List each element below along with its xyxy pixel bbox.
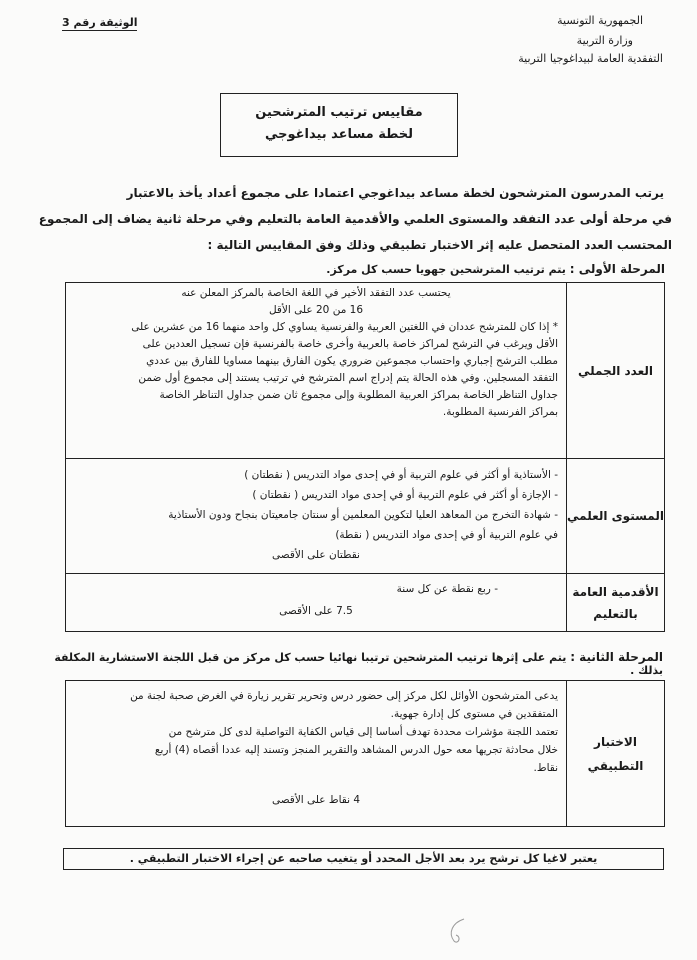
detail-line: يحتسب عدد التفقد الأخير في اللغة الخاصة بالمركز المعلن عنه xyxy=(181,287,451,299)
criterion-details xyxy=(66,681,567,827)
detail-line: مطلب الترشح إجباري واحتساب مجموعين ضروري يكون الفارق بينهما مساويا للفارق بين عددي xyxy=(146,355,558,367)
table-row xyxy=(66,283,665,459)
criterion-cell xyxy=(567,574,665,632)
intro-line: المحتسب العدد المتحصل عليه إثر الاختبار تطبيقي وذلك وفق المقاييس التالية : xyxy=(207,238,672,252)
criterion-cell xyxy=(567,681,665,827)
intro-line: يرتب المدرسون المترشحون لخطة مساعد بيداغوجي اعتمادا على مجموع أعداد يأخذ بالاعتبار xyxy=(126,186,664,200)
document-number: الوثيقة رقم 3 xyxy=(62,16,138,29)
criterion-details xyxy=(66,459,567,574)
detail-line: بمراكز الفرنسية المطلوبة. xyxy=(442,406,558,418)
stage1-heading xyxy=(105,262,665,276)
criterion-label: التطبيقي xyxy=(587,758,644,773)
title-box xyxy=(220,93,458,157)
detail-line: 7.5 على الأقصى xyxy=(279,605,353,617)
page-subtitle: لخطة مساعد بيداغوجي xyxy=(264,127,414,142)
detail-line: تعتمد اللجنة مؤشرات محددة تهدف أساسا إلى قياس الكفاية التواصلية لدى كل مترشح من xyxy=(168,726,558,738)
criteria-table xyxy=(65,282,665,632)
stage2-heading xyxy=(43,650,663,677)
criterion-details xyxy=(66,574,567,632)
inspectorate-name: التفقدية العامة لبيداغوجيا التربية xyxy=(518,52,663,65)
criterion-label: الاختبار xyxy=(594,734,637,749)
scan-mark-icon xyxy=(442,915,472,945)
detail-line: المتفقدين في مستوى كل إدارة جهوية. xyxy=(390,708,558,720)
table-row xyxy=(66,574,665,632)
detail-line: في علوم التربية أو في إحدى مواد التدريس ( نقطة) xyxy=(335,529,558,541)
ministry-name: وزارة التربية xyxy=(576,34,633,47)
final-note: يعتبر لاغيا كل ترشح يرد بعد الأجل المحدد أو يتغيب صاحبه عن إجراء الاختبار التطبيقي . xyxy=(63,848,664,870)
detail-line: 4 نقاط على الأقصى xyxy=(271,794,361,806)
criterion-cell xyxy=(567,459,665,574)
stage1-text: يتم ترتيب المترشحين جهويا حسب كل مركز. xyxy=(326,263,566,276)
detail-line: - الإجازة أو أكثر في علوم التربية أو في إحدى مواد التدريس ( نقطتان ) xyxy=(252,489,558,501)
criterion-label: المستوى العلمي xyxy=(567,509,664,523)
detail-line: - ربع نقطة عن كل سنة xyxy=(396,583,498,595)
detail-line: التفقد المسجلين. وفي هذه الحالة يتم إدراج اسم المترشح في ترتيب يستند إلى مجموع أول ضمن xyxy=(138,372,558,384)
table-row xyxy=(66,459,665,574)
detail-line: جداول التناظر الخاصة بمراكز العربية المطلوبة وإلى مجموع ثان ضمن جداول التناظر الخاصة xyxy=(159,389,558,401)
detail-line: يدعى المترشحون الأوائل لكل مركز إلى حضور درس وتحرير تقرير زيارة في الغرض صحبة لجنة من xyxy=(130,690,558,702)
page-title: مقاييس ترتيب المترشحين xyxy=(255,105,423,120)
republic-name: الجمهورية التونسية xyxy=(557,14,643,27)
ministry-header xyxy=(463,14,663,66)
criterion-cell xyxy=(567,283,665,459)
stage2-text: يتم على إثرها ترتيب المترشحين ترتيبا نهائيا حسب كل مركز من قبل اللجنة الاستشارية المكلفة بذلك . xyxy=(54,651,663,677)
detail-line: خلال محادثة تجريها معه حول الدرس المشاهد والتقرير المنجز وتسند إليه عددا أقصاه (4) أربع xyxy=(154,744,558,756)
criterion-label: الأقدمية العامة xyxy=(572,584,659,599)
criterion-label: بالتعليم xyxy=(593,606,638,621)
detail-line: نقاط. xyxy=(533,762,558,774)
detail-line: الأقل ويرغب في الترشح لمراكز خاصة بالعربية وأخرى خاصة بالفرنسية فإن تسجيل العددين على xyxy=(142,338,558,350)
intro-paragraph xyxy=(30,180,672,258)
detail-line: نقطتان على الأقصى xyxy=(272,549,360,561)
intro-line: في مرحلة أولى عدد التفقد والمستوى العلمي والأقدمية العامة بالتعليم وفي مرحلة ثانية يضاف إلى المجموع xyxy=(38,212,672,226)
detail-line: 16 من 20 على الأقل xyxy=(268,304,364,316)
criterion-label: العدد الجملي xyxy=(577,363,653,378)
practical-test-table xyxy=(65,680,665,827)
table-row xyxy=(66,681,665,827)
criterion-details xyxy=(66,283,567,459)
stage1-label: المرحلة الأولى : xyxy=(569,262,665,276)
detail-line: * إذا كان للمترشح عددان في اللغتين العربية والفرنسية يساوي كل واحد منهما 16 من عشرين على xyxy=(131,321,558,333)
stage2-label: المرحلة الثانية : xyxy=(570,650,663,664)
detail-line: - شهادة التخرج من المعاهد العليا لتكوين المعلمين أو سنتان جامعيتان بنجاح ودون الأستاذية xyxy=(168,509,558,521)
detail-line: - الأستاذية أو أكثر في علوم التربية أو في إحدى مواد التدريس ( نقطتان ) xyxy=(244,469,558,481)
